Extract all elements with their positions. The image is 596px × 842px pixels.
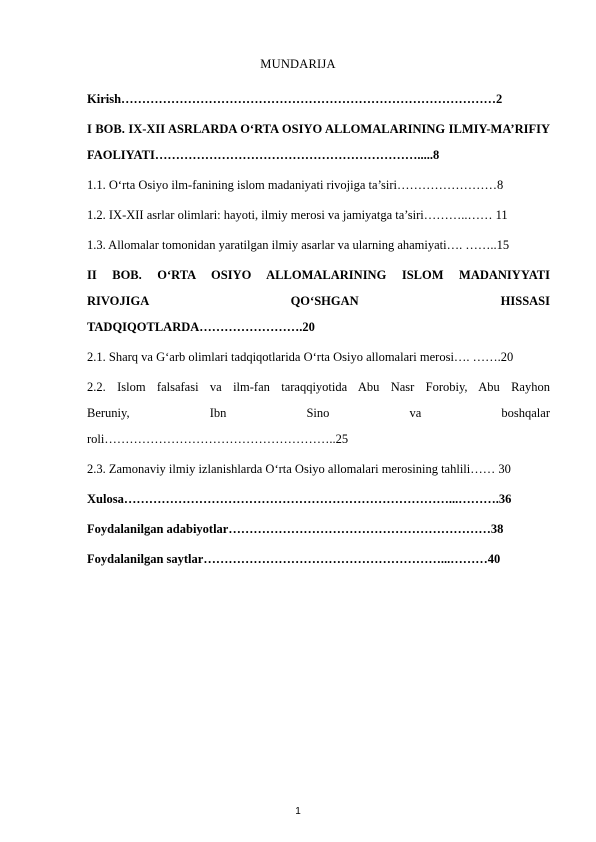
toc-entry-chapter-2[interactable] bbox=[87, 262, 550, 340]
toc-entry-section-2-2[interactable] bbox=[87, 374, 550, 452]
toc-entry-section-2-2-line-2: Beruniy, Ibn Sino va boshqalar bbox=[87, 406, 550, 420]
toc-entry-section-2-3[interactable]: 2.3. Zamonaviy ilmiy izlanishlarda O‘rta Osiyo allomalari merosining tahlili…… 30 bbox=[87, 462, 511, 476]
toc-entry-adabiyotlar[interactable]: Foydalanilgan adabiyotlar………………………………………………………38 bbox=[87, 522, 504, 536]
toc-entry-chapter-2-line-3: TADQIQOTLARDA…………………….20 bbox=[87, 320, 315, 334]
toc-entry-section-2-1[interactable]: 2.1. Sharq va G‘arb olimlari tadqiqotlarida O‘rta Osiyo allomalari merosi…. …….20 bbox=[87, 350, 514, 364]
toc-entry-section-1-3[interactable]: 1.3. Allomalar tomonidan yaratilgan ilmiy asarlar va ularning ahamiyati…. ……..15 bbox=[87, 238, 510, 252]
toc-entry-chapter-2-line-1: II BOB. O‘RTA OSIYO ALLOMALARINING ISLOM MADANIYYATI bbox=[87, 268, 550, 282]
toc-entry-saytlar[interactable]: Foydalanilgan saytlar…………………………………………………...………40 bbox=[87, 552, 501, 566]
toc-entry-section-1-1[interactable]: 1.1. O‘rta Osiyo ilm-fanining islom madaniyati rivojiga ta’siri……………………8 bbox=[87, 178, 504, 192]
toc-entry-kirish[interactable]: Kirish………………………………………………………………………………2 bbox=[87, 92, 503, 106]
toc-entry-section-2-2-line-1: 2.2. Islom falsafasi va ilm-fan taraqqiyotida Abu Nasr Forobiy, Abu Rayhon bbox=[87, 380, 550, 394]
table-of-contents bbox=[87, 86, 550, 576]
page-number: 1 bbox=[295, 806, 301, 817]
toc-entry-section-1-2[interactable]: 1.2. IX-XII asrlar olimlari: hayoti, ilmiy merosi va jamiyatga ta’siri………..…… 11 bbox=[87, 208, 508, 222]
toc-entry-section-2-2-line-3: roli………………………………………………..25 bbox=[87, 432, 349, 446]
toc-entry-chapter-2-line-2: RIVOJIGA QO‘SHGAN HISSASI bbox=[87, 294, 550, 308]
page-title: MUNDARIJA bbox=[260, 57, 336, 71]
toc-entry-chapter-1[interactable]: I BOB. IX-XII ASRLARDA O‘RTA OSIYO ALLOMALARINING ILMIY-MA’RIFIY FAOLIYATI……………………………………………………….....8 bbox=[87, 122, 550, 162]
toc-entry-xulosa[interactable]: Xulosa……………………………………………………………………...……….36 bbox=[87, 492, 512, 506]
